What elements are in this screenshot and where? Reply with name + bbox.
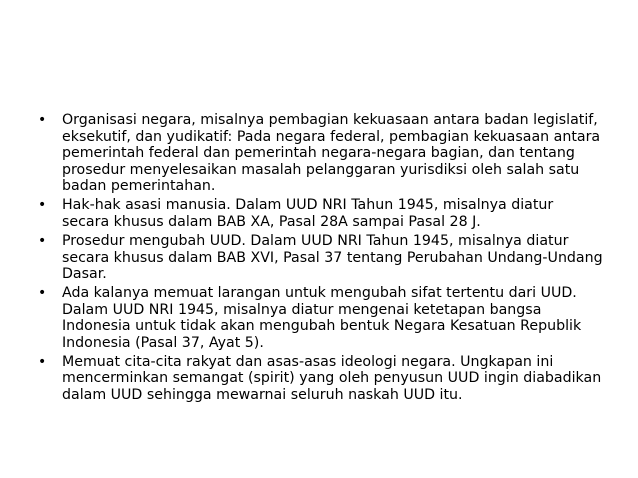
bullet-icon: • [38, 197, 47, 214]
bullet-text: Ada kalanya memuat larangan untuk mengubah sifat tertentu dari UUD. Dalam UUD NRI 1945, misalnya diatur mengenai ketetapan bangsa Indonesia untuk tidak akan mengubah bentuk Negara Kesatuan Republik Indonesia (Pasal 37, Ayat 5). [62, 285, 582, 351]
bullet-icon: • [38, 353, 47, 370]
bullet-text: Prosedur mengubah UUD. Dalam UUD NRI Tahun 1945, misalnya diatur secara khusus dalam BAB XVI, Pasal 37 tentang Perubahan Undang-Undang Dasar. [62, 232, 603, 283]
list-item [38, 354, 604, 404]
bullet-text: Hak-hak asasi manusia. Dalam UUD NRI Tahun 1945, misalnya diatur secara khusus dalam BAB XA, Pasal 28A sampai Pasal 28 J. [62, 197, 554, 230]
list-item [38, 233, 604, 283]
list-item [38, 197, 604, 230]
list-item [38, 285, 604, 351]
bullet-list [38, 112, 604, 406]
list-item [38, 112, 604, 195]
bullet-icon: • [38, 112, 47, 128]
bullet-icon: • [38, 285, 47, 302]
bullet-text: Memuat cita-cita rakyat dan asas-asas ideologi negara. Ungkapan ini mencerminkan semangat (spirit) yang oleh penyusun UUD ingin diabadikan dalam UUD sehingga mewarnai seluruh naskah UUD itu. [62, 353, 602, 404]
bullet-text: Organisasi negara, misalnya pembagian kekuasaan antara badan legislatif, eksekutif, dan yudikatif: Pada negara federal, pembagian kekuasaan antara pemerintah federal dan pemerintah negara-negara bagian, dan tentang prosedur menyelesaikan masalah pelanggaran yurisdiksi oleh salah satu badan pemerintahan. [62, 112, 601, 195]
bullet-icon: • [38, 232, 47, 249]
